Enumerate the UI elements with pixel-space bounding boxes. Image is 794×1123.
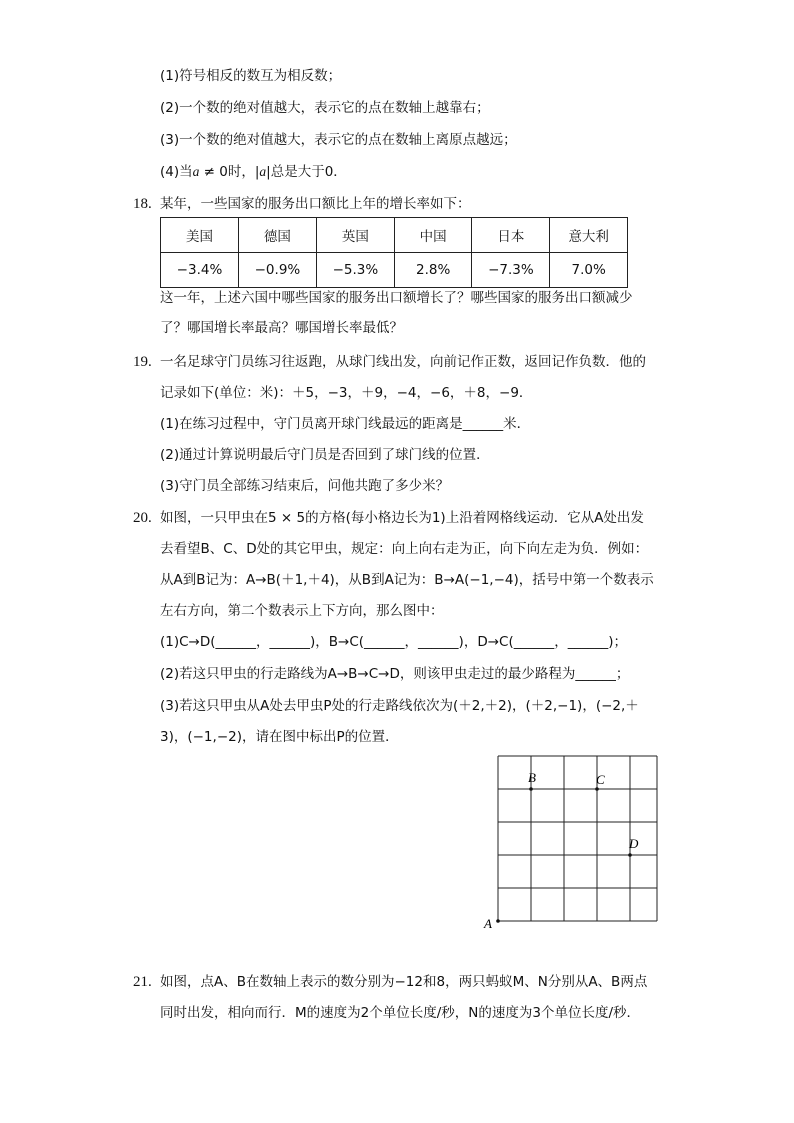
label-a: A [484,916,492,931]
q21-line-2: 同时出发，相向而行．M的速度为2个单位长度/秒，N的速度为3个单位长度/秒． [160,1005,641,1021]
q20-part-3b: 3)，(−1,−2)，请在图中标出P的位置． [160,729,399,745]
point-c [595,787,599,791]
q20-part-1: (1)C→D(______，______)，B→C(______，______)，D→C(______，______)； [160,634,627,650]
q19-part-1: (1)在练习过程中，守门员离开球门线最远的距离是______米． [160,416,531,432]
table-cell: 7.0% [550,253,628,288]
q19-part-2: (2)通过计算说明最后守门员是否回到了球门线的位置． [160,447,490,463]
q17-item-4 [160,162,347,182]
table-header-cell: 意大利 [550,218,628,253]
label-d: D [629,836,639,851]
q17-item-3: (3)一个数的绝对值越大，表示它的点在数轴上离原点越远； [160,132,517,148]
q17-item-1: (1)符号相反的数互为相反数； [160,68,342,84]
growth-rate-table [160,217,628,288]
table-cell: −3.4% [161,253,239,288]
q18-question-1: 这一年，上述六国中哪些国家的服务出口额增长了？哪些国家的服务出口额减少 [160,290,633,306]
grid-figure [478,748,663,933]
table-row [161,253,628,288]
label-c: C [596,772,605,787]
table-cell: −5.3% [316,253,394,288]
q20-line-4: 左右方向，第二个数表示上下方向，那么图中： [160,603,444,619]
table-header-cell: 英国 [316,218,394,253]
q17-item-4-pre: (4)当 [160,164,193,180]
q21-line-1: 如图，点A、B在数轴上表示的数分别为−12和8，两只蚂蚁M、N分别从A、B两点 [160,974,648,990]
q18-intro: 某年，一些国家的服务出口额比上年的增长率如下： [160,196,471,212]
table-header-cell: 日本 [472,218,550,253]
q17-item-4-var: a [192,164,200,179]
q17-item-2: (2)一个数的绝对值越大，表示它的点在数轴上越靠右； [160,100,490,116]
table-cell: −0.9% [238,253,316,288]
point-d [628,853,632,857]
point-b [529,787,533,791]
table-header-cell: 中国 [394,218,472,253]
q19-number: 19. [133,354,152,370]
table-header-cell: 德国 [238,218,316,253]
q21-number: 21. [133,974,152,990]
table-header-cell: 美国 [161,218,239,253]
point-a [496,919,500,923]
q19-part-3: (3)守门员全部练习结束后，问他共跑了多少米？ [160,478,450,494]
q20-number: 20. [133,510,152,526]
q17-item-4-var2: a [259,164,267,179]
q19-line-1: 一名足球守门员练习往返跑，从球门线出发，向前记作正数，返回记作负数．他的 [160,354,646,370]
q17-item-4-post: |总是大于0． [266,164,347,180]
table-cell: −7.3% [472,253,550,288]
q20-part-2: (2)若这只甲虫的行走路线为A→B→C→D，则该甲虫走过的最少路程为______； [160,666,630,682]
q18-number: 18. [133,196,152,212]
q18-question-2: 了？哪国增长率最高？哪国增长率最低？ [160,320,403,336]
table-header-row [161,218,628,253]
q20-line-3: 从A到B记为：A→B(＋1,＋4)，从B到A记为：B→A(−1,−4)，括号中第一个数表示 [160,572,654,588]
q20-line-1: 如图，一只甲虫在5 × 5的方格(每小格边长为1)上沿着网格线运动．它从A处出发 [160,510,644,526]
q20-part-3a: (3)若这只甲虫从A处去甲虫P处的行走路线依次为(＋2,＋2)，(＋2,−1)，(−2,＋ [160,698,639,714]
table-cell: 2.8% [394,253,472,288]
q19-line-2: 记录如下(单位：米)：＋5，−3，＋9，−4，−6，＋8，−9． [160,385,533,401]
q20-line-2: 去看望B、C、D处的其它甲虫，规定：向上向右走为正，向下向左走为负．例如： [160,541,649,557]
label-b: B [528,770,536,785]
q17-item-4-mid: ≠ 0时，| [199,164,260,180]
